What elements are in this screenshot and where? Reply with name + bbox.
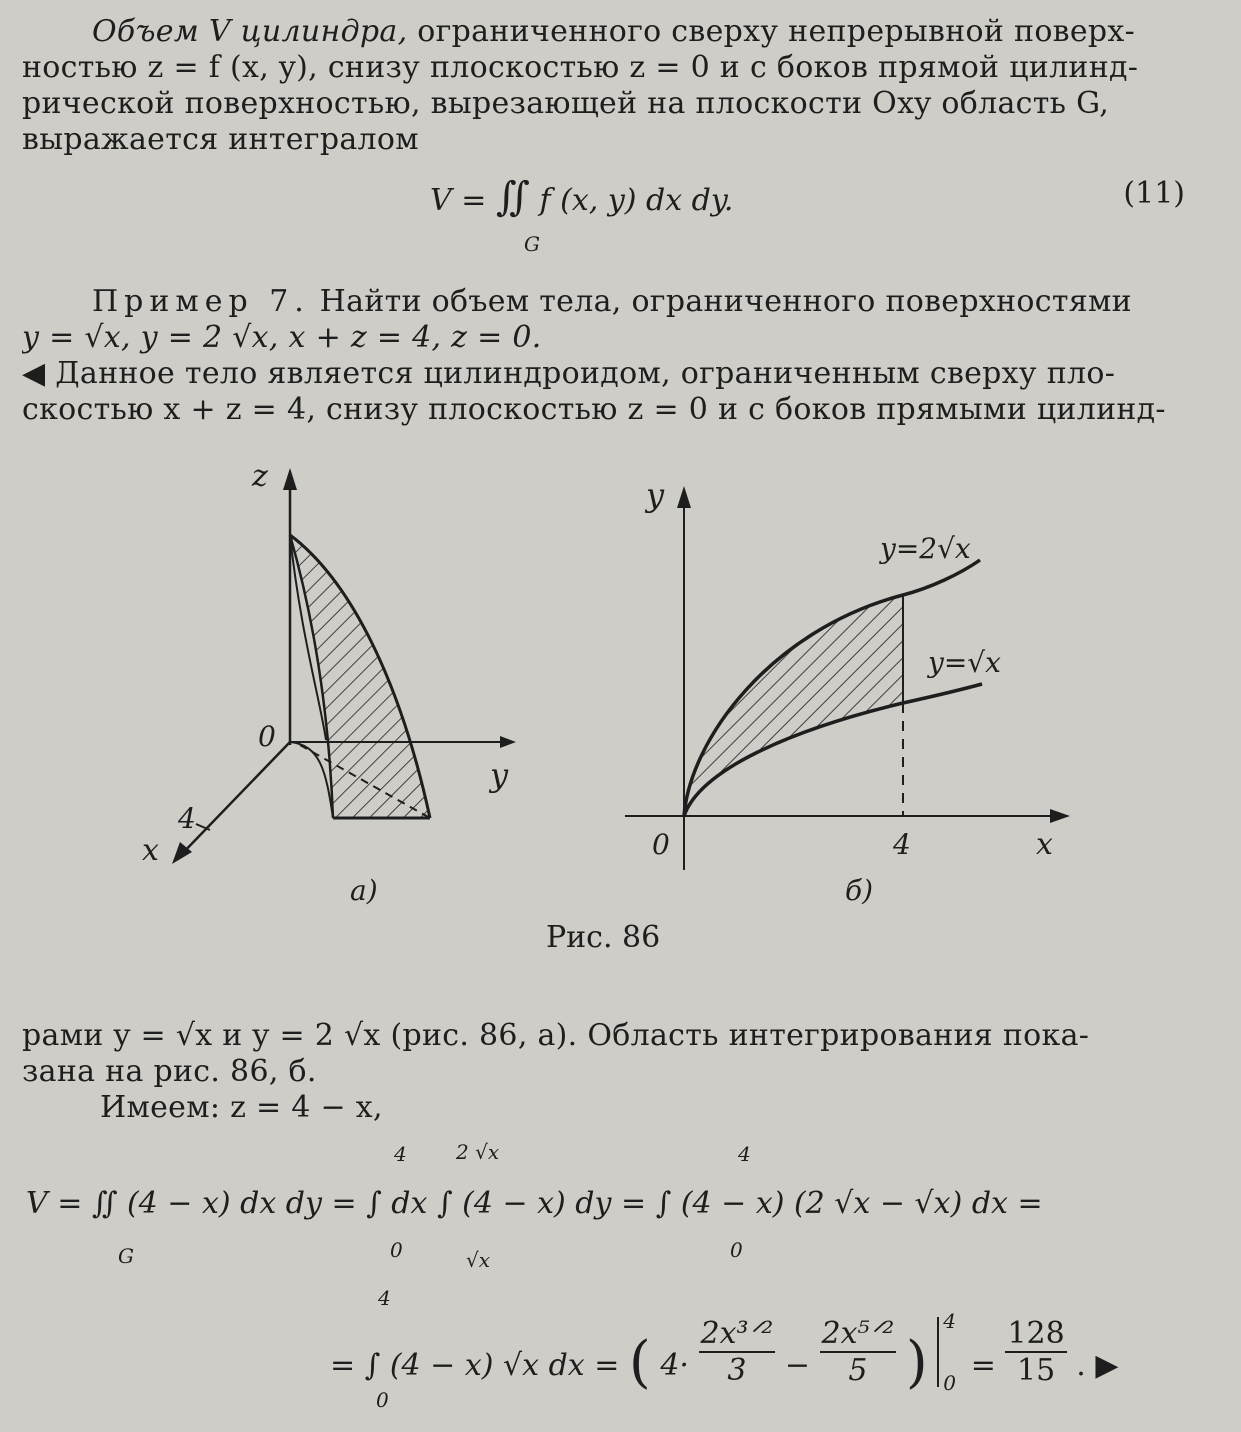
base-curve [290,742,333,818]
figure-right-2d [625,476,1070,907]
row2-eval-lower: 0 [943,1371,956,1395]
continuation-line2: зана на рис. 86, б. [22,1054,317,1089]
row2-result-den: 15 [1016,1353,1056,1388]
label-4-left: 4 [178,802,196,835]
continuation-line1: рами y = √x и y = 2 √x (рис. 86, а). Область интегрирования пока- [22,1018,1090,1053]
intro-paragraph [22,14,1187,158]
row2-eval-upper: 4 [943,1309,956,1333]
hatched-region [684,595,903,816]
y-axis-2d-arrow-icon [677,486,691,508]
row2-frac1-num: 2x³ᐟ² [700,1316,774,1351]
continuation-line3: Имеем: z = 4 − x, [100,1090,383,1125]
x-axis-3d [178,742,290,858]
y-axis-arrow-icon [500,736,516,748]
example-line2: y = √x, y = 2 √x, x + z = 4, z = 0. [22,320,542,355]
row2-result-num: 128 [1007,1316,1065,1351]
row2-frac2 [820,1316,897,1388]
example-paragraph [22,284,1187,428]
example-line3: ◀ Данное тело является цилиндроидом, ограниченным сверху пло- [22,356,1116,391]
label-curve-lower: y=√x [928,646,1001,679]
x-axis-2d-arrow-icon [1050,809,1070,823]
sublabel-a: а) [350,874,378,907]
row1-region: G [118,1244,134,1268]
row1-lower-2: √x [466,1248,491,1272]
intro-line1: ограниченного сверху непрерывной поверх- [417,14,1136,49]
row1-upper-3: 4 [738,1142,751,1166]
example-line4: скостью x + z = 4, снизу плоскостью z = 0 и с боков прямыми цилинд- [22,392,1166,427]
formula-11-lhs: V = [430,183,487,218]
row2-frac2-num: 2x⁵ᐟ² [821,1316,895,1351]
intro-line3: рической поверхностью, вырезающей на плоскости Oxy область G, [22,86,1110,121]
row2-four: 4· [660,1348,689,1383]
formula-11 [430,174,733,220]
row2-left: = ∫ (4 − x) √x dx = [330,1348,620,1383]
label-x-left: x [142,833,159,868]
row2-paren-open: ( [628,1330,651,1395]
label-y-right: y [646,476,665,514]
row2-frac1-den: 3 [727,1353,747,1388]
row2-lower: 0 [376,1388,389,1412]
row1-lower-1: 0 [390,1238,403,1262]
formula-11-region: G [524,232,540,256]
continuation-paragraph [22,1018,1187,1126]
formula-11-rhs: f (x, y) dx dy. [539,183,734,218]
figure-86 [0,440,1241,1000]
sublabel-b: б) [845,874,874,907]
intro-line4: выражается интегралом [22,122,419,157]
row2-minus: − [784,1348,810,1383]
label-4-right: 4 [893,828,911,861]
z-axis-arrow-icon [283,468,297,490]
row1-lower-3: 0 [730,1238,743,1262]
double-integral-symbol: ∬ [495,174,530,220]
label-origin-left: 0 [258,720,276,753]
hatched-face [290,535,430,818]
label-x-right: x [1036,827,1053,862]
row2-result [1005,1316,1066,1388]
row1-upper-1: 4 [394,1142,407,1166]
intro-lead: Объем V цилиндра, [92,14,408,49]
row2-paren-close: ) [905,1330,928,1395]
row2-end: . ▶ [1076,1348,1119,1383]
final-formula-row1: V = ∬ (4 − x) dx dy = ∫ dx ∫ (4 − x) dy = ∫ (4 − x) (2 √x − √x) dx = [26,1186,1043,1221]
row2-eval-bar [937,1309,961,1395]
row2-frac2-den: 5 [848,1353,868,1388]
row2-upper: 4 [378,1286,391,1310]
equation-number: (11) [1123,176,1185,211]
label-y-left: y [490,756,509,794]
label-curve-upper: y=2√x [880,532,971,565]
label-origin-right: 0 [652,828,670,861]
example-label: Пример 7. [92,284,310,319]
figure-left-3d [142,459,516,907]
example-line1: Найти объем тела, ограниченного поверхностями [319,284,1132,319]
label-z: z [252,459,268,494]
final-formula-row2 [330,1309,1119,1395]
row2-equals: = [970,1348,996,1383]
intro-line2: ностью z = f (x, y), снизу плоскостью z = 0 и с боков прямой цилинд- [22,50,1139,85]
figure-caption: Рис. 86 [546,920,661,955]
row2-frac1 [699,1316,776,1388]
row1-upper-2: 2 √x [456,1140,500,1164]
